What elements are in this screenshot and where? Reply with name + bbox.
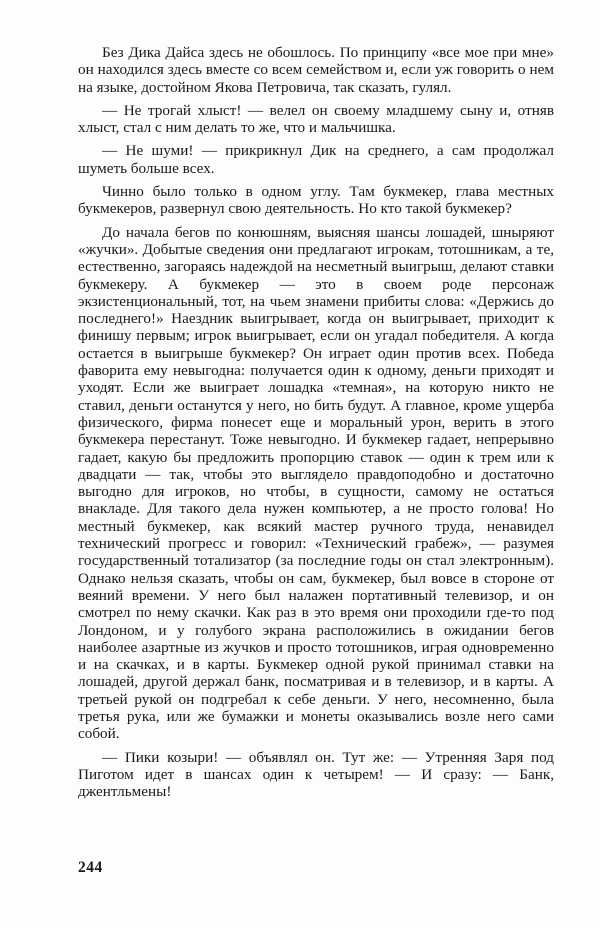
paragraph-dik-dais: Без Дика Дайса здесь не обошлось. По принципу «все мое при мне» он находился здесь вместе со всем семейством и, если уж говорить о нем на языке, достойном Якова Петровича, так сказать, гулял. xyxy=(78,44,554,96)
paragraph-bookmaker-intro: Чинно было только в одном углу. Там букмекер, глава местных букмекеров, развернул свою деятельность. Но кто такой букмекер? xyxy=(78,183,554,218)
page-number: 244 xyxy=(78,859,103,876)
paragraph-whip: — Не трогай хлыст! — велел он своему младшему сыну и, отняв хлыст, стал с ним делать то же, что и мальчишка. xyxy=(78,101,554,137)
paragraph-no-noise: — Не шуми! — прикрикнул Дик на среднего, а сам продолжал шуметь больше всех. xyxy=(78,142,554,177)
text-column xyxy=(78,44,554,806)
paragraph-trumps: — Пики козыри! — объявлял он. Тут же: — Утренняя Заря под Пиготом идет в шансах один к четырем! — И сразу: — Банк, джентльмены! xyxy=(78,748,554,801)
paragraph-bookmaker-explained: До начала бегов по конюшням, выясняя шансы лошадей, шныряют «жучки». Добытые сведения они предлагают игрокам, тотошникам, а те, естественно, загораясь надеждой на несметный выигрыш, делают ставки букмекеру. А букмекер — это в своем роде персонаж экзистенциональный, тот, на чьем знамени прибиты слова: «Держись до последнего!» Наездник выигрывает, когда он выигрывает, приходит к финишу первым; игрок выигрывает, если он угадал победителя. А когда остается в выигрыше букмекер? Он играет один против всех. Победа фаворита ему невыгодна: получается один к одному, деньги приходят и уходят. Если же выиграет лошадка «темная», на которую никто не ставил, деньги останутся у него, но бить будут. А главное, кроме ущерба физического, фирма понесет еще и моральный урон, верить в этого букмекера перестанут. Тоже невыгодно. И букмекер гадает, непрерывно гадает, какую бы предложить пропорцию ставок — один к трем или к двадцати — так, чтобы это выглядело правдоподобно и достаточно выгодно для игроков, но чтобы, в сущности, самому не остаться внакладе. Для такого дела нужен компьютер, а не просто голова! Но местный букмекер, как всякий мастер ручного труда, ненавидел технический прогресс и говорил: «Технический грабеж», — разумея государственный тотализатор (за последние годы он стал электронным). Однако нельзя сказать, чтобы он сам, букмекер, был вовсе в стороне от веяний времени. У него был налажен портативный телевизор, и он смотрел по нему скачки. Как раз в это время они проходили где-то под Лондоном, и у голубого экрана расположились в ожидании бегов наиболее азартные из жучков и просто тотошников, играя одновременно и на скачках, и в карты. Букмекер одной рукой принимал ставки на лошадей, другой держал банк, посматривая и в телевизор, и в карты. А третьей рукой он подгребал к себе деньги. У него, несомненно, была третья рука, или же бумажки и монеты оказывались возле него сами собой. xyxy=(78,223,554,743)
